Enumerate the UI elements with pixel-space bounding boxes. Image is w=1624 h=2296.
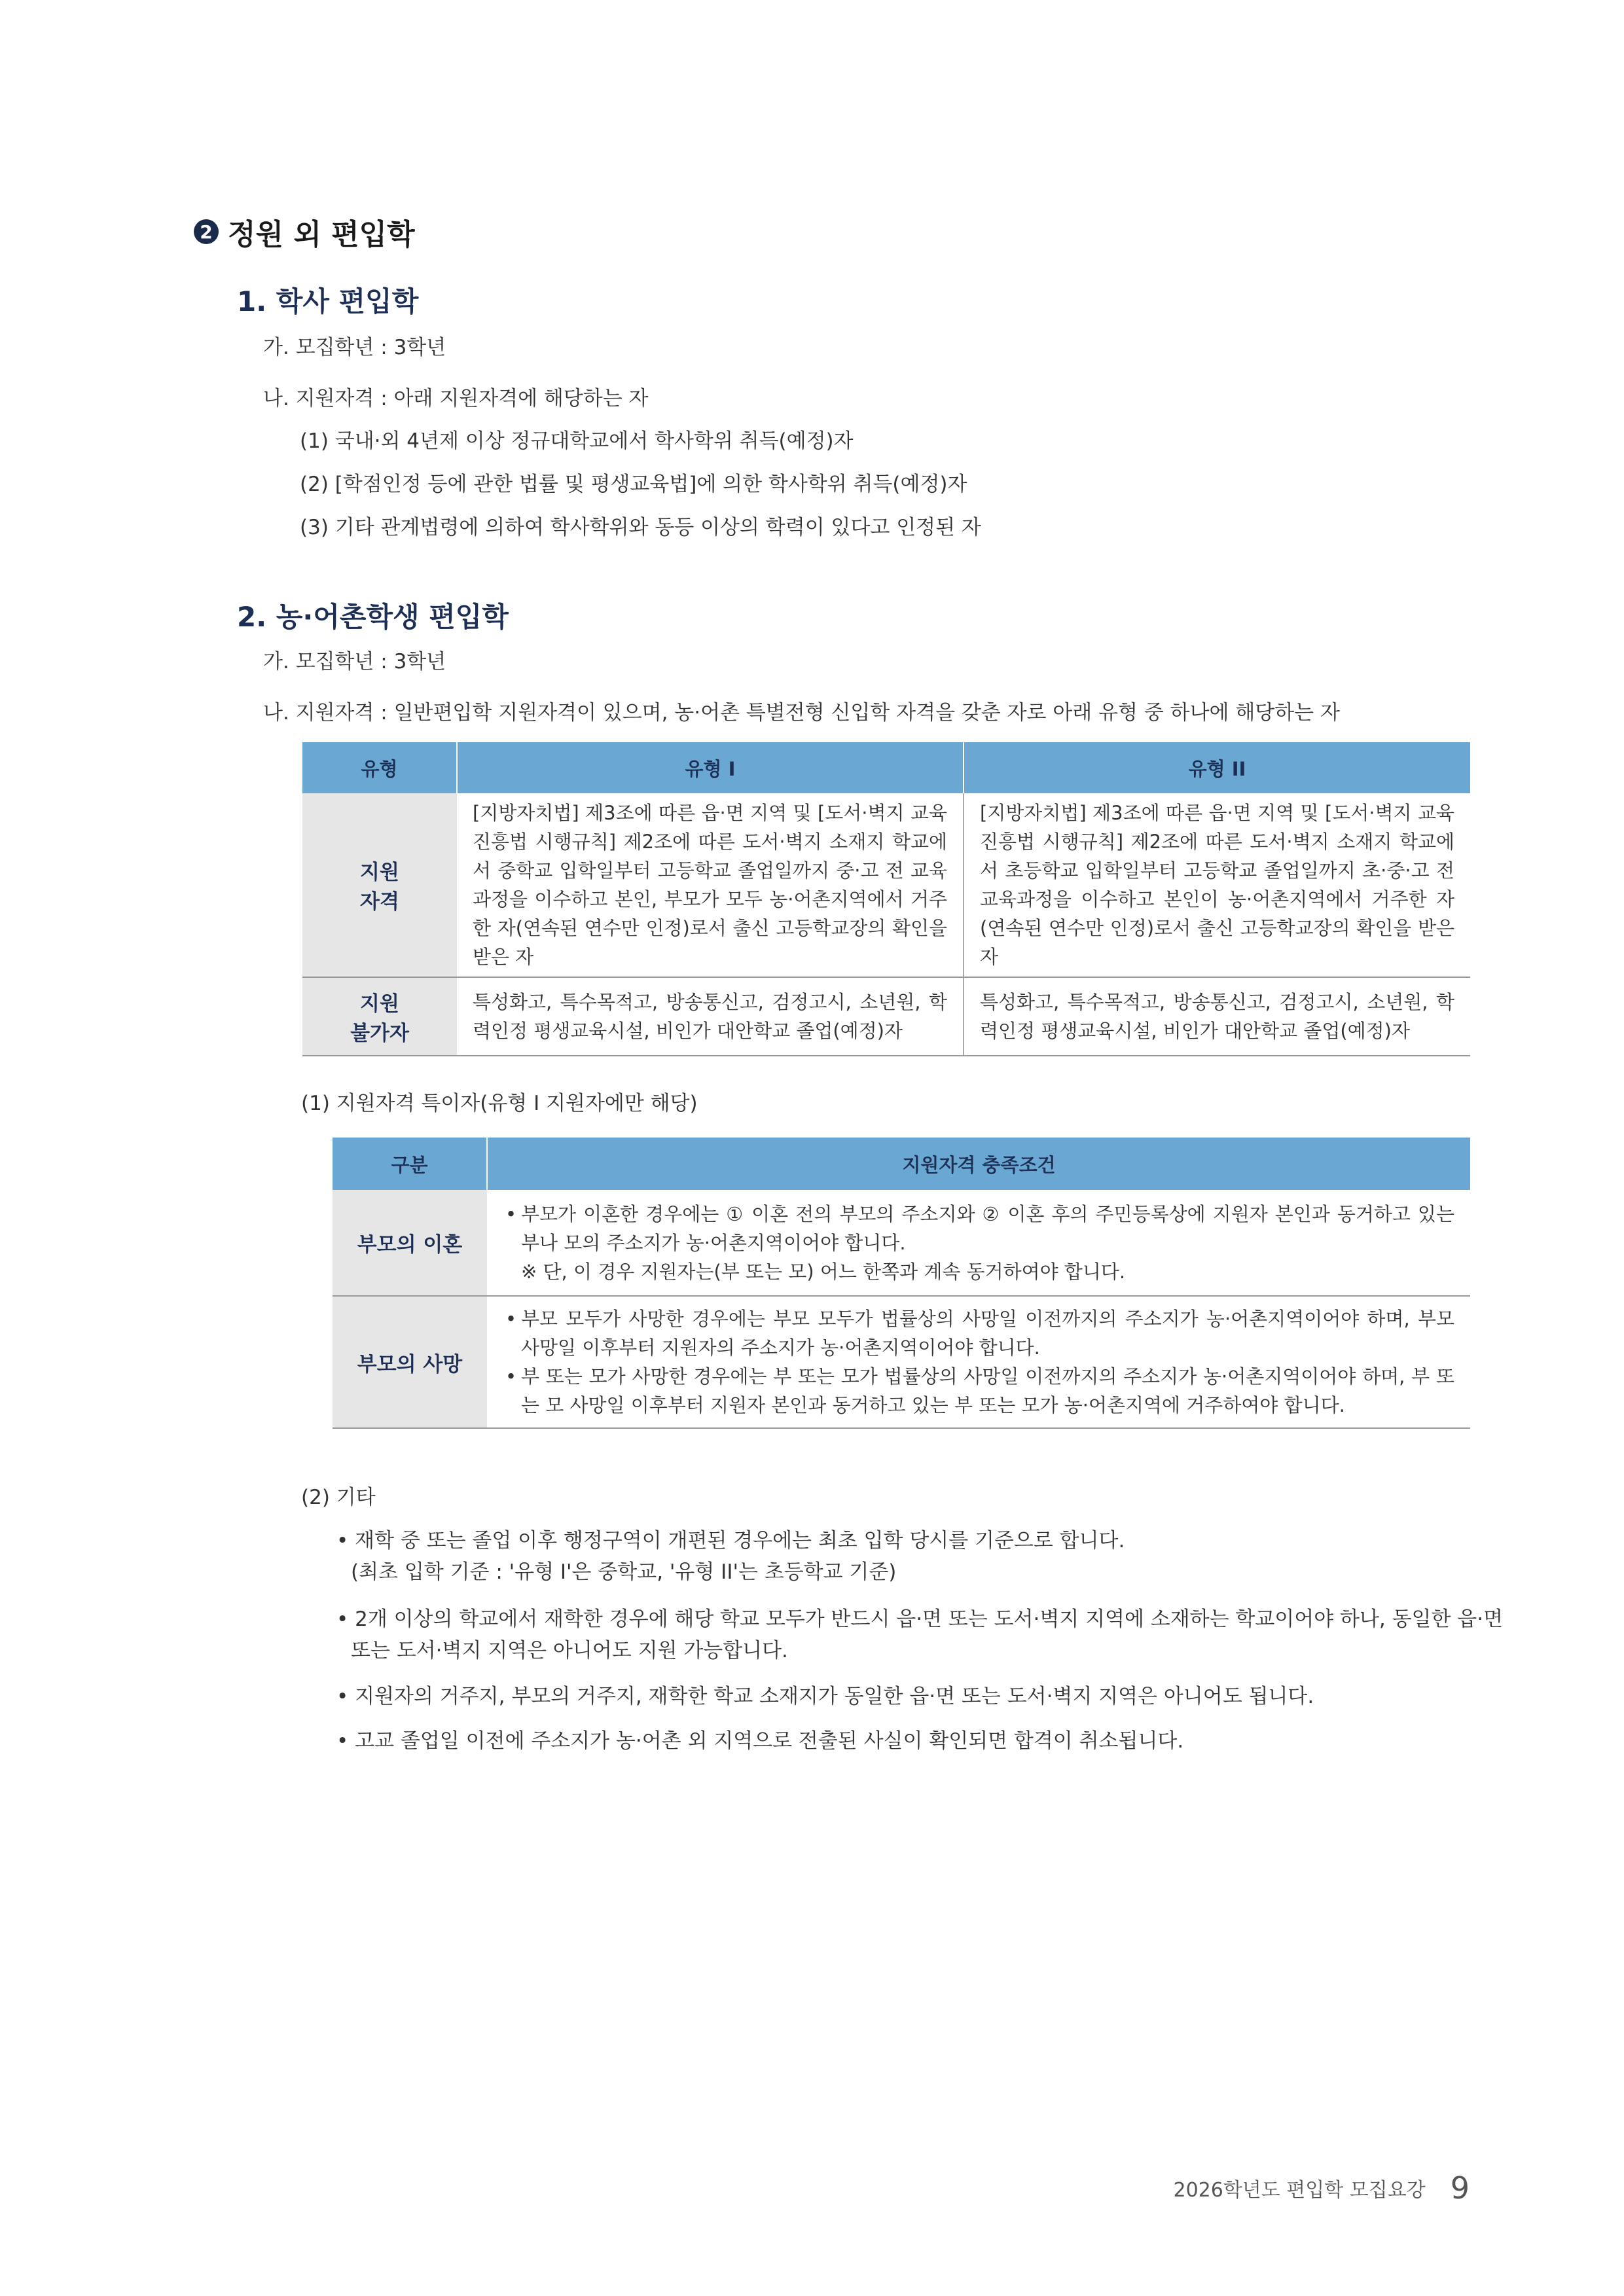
s2-recruit-year: 가. 모집학년 : 3학년 xyxy=(263,650,446,673)
bullet-icon: • xyxy=(505,1365,517,1388)
page-footer xyxy=(1173,2170,1470,2206)
bullet-icon: • xyxy=(505,1202,517,1225)
s1-title: 1. 학사 편입학 xyxy=(237,285,419,317)
row-label-death: 부모의 사망 xyxy=(333,1296,487,1428)
other-item-2: • 2개 이상의 학교에서 재학한 경우에 해당 학교 모두가 반드시 읍·면 또는 도서·벽지 지역에 소재하는 학교이어야 하나, 동일한 읍·면 xyxy=(336,1607,1504,1631)
s1-eligibility: 나. 지원자격 : 아래 지원자격에 해당하는 자 xyxy=(263,387,649,410)
other-item-4: • 고교 졸업일 이전에 주소지가 농·어촌 외 지역으로 전출된 사실이 확인되면 합격이 취소됩니다. xyxy=(336,1729,1184,1753)
s1-item-3: (3) 기타 관계법령에 의하여 학사학위와 동등 이상의 학력이 있다고 인정된 자 xyxy=(300,516,981,539)
death-condition: • 부모 모두가 사망한 경우에는 부모 모두가 법률상의 사망일 이전까지의 주소지가 농·어촌지역이어야 하며, 부모 사망일 이후부터 지원자의 주소지가 농·어촌지역이어야 합니다. • 부 또는 모가 사망한 경우에는 부 또는 모가 법률상의 사망일 이전까지의 주소지가 농·어촌지역이어야 하며, 부 또는 모 사망일 이후부터 지원자 본인과 동거하고 있는 부 또는 모가 농·어촌지역에 거주하여야 합니다. xyxy=(487,1296,1470,1428)
other-item-3: • 지원자의 거주지, 부모의 거주지, 재학한 학교 소재지가 동일한 읍·면 또는 도서·벽지 지역은 아니어도 됩니다. xyxy=(336,1685,1314,1708)
header-category: 구분 xyxy=(333,1138,487,1190)
page-number: 9 xyxy=(1450,2170,1470,2206)
special-eligibility-table xyxy=(333,1138,1470,1429)
section-title: 정원 외 편입학 xyxy=(228,218,415,251)
bullet-icon: • xyxy=(336,1607,355,1631)
ineligible-type-2: 특성화고, 특수목적고, 방송통신고, 검정고시, 소년원, 학력인정 평생교육시설, 비인가 대안학교 졸업(예정)자 xyxy=(964,977,1470,1056)
s2-eligibility: 나. 지원자격 : 일반편입학 지원자격이 있으며, 농·어촌 특별전형 신입학 자격을 갖춘 자로 아래 유형 중 하나에 해당하는 자 xyxy=(263,701,1340,725)
other-item-1: • 재학 중 또는 졸업 이후 행정구역이 개편된 경우에는 최초 입학 당시를 기준으로 합니다. xyxy=(336,1529,1125,1552)
header-type: 유형 xyxy=(302,742,457,793)
s1-item-2: (2) [학점인정 등에 관한 법률 및 평생교육법]에 의한 학사학위 취득(예정)자 xyxy=(300,473,967,496)
section-number-badge: 2 xyxy=(194,219,219,244)
special-eligibility-heading: (1) 지원자격 특이자(유형 I 지원자에만 해당) xyxy=(301,1092,698,1115)
s1-item-1: (1) 국내·외 4년제 이상 정규대학교에서 학사학위 취득(예정)자 xyxy=(300,429,854,453)
bullet-icon: • xyxy=(336,1529,355,1552)
other-heading: (2) 기타 xyxy=(301,1486,376,1509)
header-condition: 지원자격 충족조건 xyxy=(487,1138,1470,1190)
eligibility-type-2: [지방자치법] 제3조에 따른 읍·면 지역 및 [도서·벽지 교육진흥법 시행규칙] 제2조에 따른 도서·벽지 소재지 학교에서 초등학교 입학일부터 고등학교 졸업일까지 초·중·고 전 교육과정을 이수하고 본인이 농·어촌지역에서 거주한 자(연속된 연수만 인정)로서 출신 고등학교장의 확인을 받은 자 xyxy=(964,793,1470,977)
ineligible-type-1: 특성화고, 특수목적고, 방송통신고, 검정고시, 소년원, 학력인정 평생교육시설, 비인가 대안학교 졸업(예정)자 xyxy=(457,977,964,1056)
table-row xyxy=(302,977,1470,1056)
table-row xyxy=(333,1190,1470,1296)
table-row xyxy=(302,793,1470,977)
bullet-icon: • xyxy=(505,1308,517,1330)
bullet-icon: • xyxy=(336,1685,355,1708)
s2-title: 2. 농·어촌학생 편입학 xyxy=(237,601,509,633)
row-label-eligibility: 지원 자격 xyxy=(302,793,457,977)
divorce-note: ※ 단, 이 경우 지원자는(부 또는 모) 어느 한쪽과 계속 동거하여야 합니다. xyxy=(521,1260,1126,1283)
other-item-2-cont: 또는 도서·벽지 지역은 아니어도 지원 가능합니다. xyxy=(351,1639,788,1662)
special-table-header xyxy=(333,1138,1470,1190)
header-type-2: 유형 II xyxy=(964,742,1470,793)
type-table xyxy=(302,742,1470,1056)
s1-recruit-year: 가. 모집학년 : 3학년 xyxy=(263,336,446,359)
divorce-condition: • 부모가 이혼한 경우에는 ① 이혼 전의 부모의 주소지와 ② 이혼 후의 주민등록상에 지원자 본인과 동거하고 있는 부나 모의 주소지가 농·어촌지역이어야 합니다. ※ 단, 이 경우 지원자는(부 또는 모) 어느 한쪽과 계속 동거하여야 합니다. xyxy=(487,1190,1470,1296)
type-table-header xyxy=(302,742,1470,793)
eligibility-type-1: [지방자치법] 제3조에 따른 읍·면 지역 및 [도서·벽지 교육진흥법 시행규칙] 제2조에 따른 도서·벽지 소재지 학교에서 중학교 입학일부터 고등학교 졸업일까지 중·고 전 교육과정을 이수하고 본인, 부모가 모두 농·어촌지역에서 거주한 자(연속된 연수만 인정)로서 출신 고등학교장의 확인을 받은 자 xyxy=(457,793,964,977)
footer-text: 2026학년도 편입학 모집요강 xyxy=(1173,2179,1426,2202)
section-heading xyxy=(194,211,415,253)
table-row xyxy=(333,1296,1470,1428)
header-type-1: 유형 I xyxy=(457,742,964,793)
row-label-ineligible: 지원 불가자 xyxy=(302,977,457,1056)
row-label-divorce: 부모의 이혼 xyxy=(333,1190,487,1296)
other-item-1-note: (최초 입학 기준 : '유형 I'은 중학교, '유형 II'는 초등학교 기준) xyxy=(351,1560,897,1584)
bullet-icon: • xyxy=(336,1729,355,1753)
